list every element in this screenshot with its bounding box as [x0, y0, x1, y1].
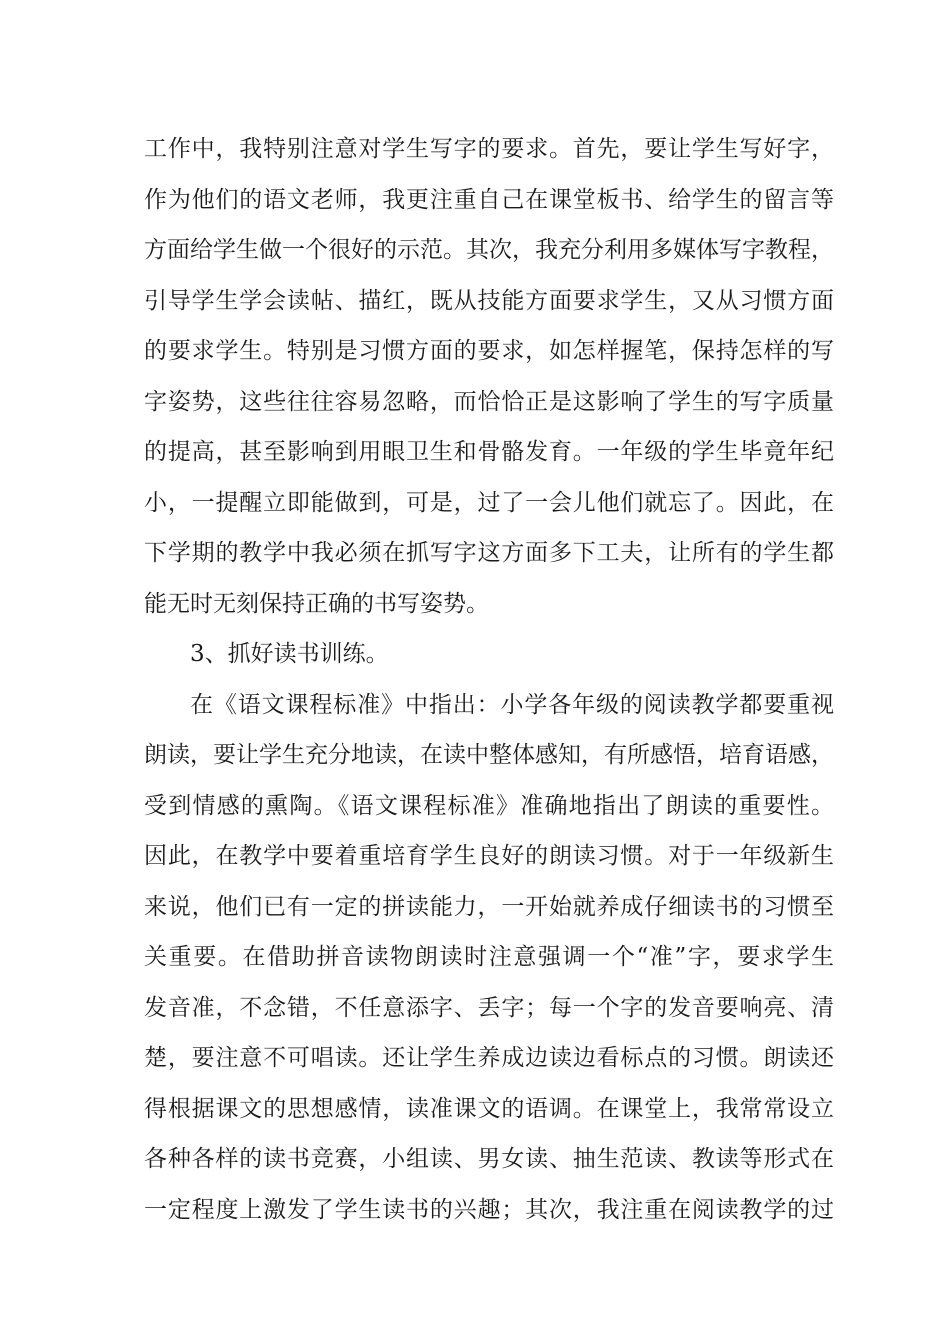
text-line: 引导学生学会读帖、描红，既从技能方面要求学生，又从习惯方面: [144, 287, 834, 314]
text-line: 工作中，我特别注意对学生写字的要求。首先，要让学生写好字，: [144, 136, 834, 162]
text-line: 楚，要注意不可唱读。还让学生养成边读边看标点的习惯。朗读还: [144, 1045, 834, 1071]
text-line: 受到情感的熏陶。《语文课程标准》准确地指出了朗读的重要性。: [144, 792, 834, 819]
text-line: 得根据课文的思想感情，读准课文的语调。在课堂上，我常常设立: [144, 1095, 834, 1122]
text-line: 下学期的教学中我必须在抓写字这方面多下工夫，让所有的学生都: [144, 540, 834, 566]
text-line: 朗读，要让学生充分地读，在读中整体感知，有所感悟，培育语感，: [144, 742, 834, 768]
text-line: 小，一提醒立即能做到，可是，过了一会儿他们就忘了。因此，在: [144, 489, 834, 516]
text-line: 关重要。在借助拼音读物朗读时注意强调一个“准”字，要求学生: [144, 944, 834, 970]
text-line: 各种各样的读书竞赛，小组读、男女读、抽生范读、教读等形式在: [144, 1146, 834, 1172]
text-line: 来说，他们已有一定的拼读能力，一开始就养成仔细读书的习惯至: [144, 893, 834, 920]
text-line: 字姿势，这些往往容易忽略，而恰恰正是这影响了学生的写字质量: [144, 388, 834, 415]
section-heading: 3、抓好读书训练。: [190, 641, 389, 667]
text-line: 能无时无刻保持正确的书写姿势。: [144, 590, 489, 617]
text-line: 方面给学生做一个很好的示范。其次，我充分利用多媒体写字教程，: [144, 237, 834, 263]
text-line: 在《语文课程标准》中指出：小学各年级的阅读教学都要重视: [190, 691, 834, 718]
text-line: 的提高，甚至影响到用眼卫生和骨骼发育。一年级的学生毕竟年纪: [144, 439, 834, 465]
text-line: 的要求学生。特别是习惯方面的要求，如怎样握笔，保持怎样的写: [144, 338, 834, 364]
text-line: 作为他们的语文老师，我更注重自己在课堂板书、给学生的留言等: [144, 186, 834, 213]
text-line: 因此，在教学中要着重培育学生良好的朗读习惯。对于一年级新生: [144, 843, 834, 869]
text-line: 发音准，不念错，不任意添字、丢字；每一个字的发音要响亮、清: [144, 994, 834, 1021]
body-text: [144, 124, 834, 1235]
text-line: 一定程度上激发了学生读书的兴趣；其次，我注重在阅读教学的过: [144, 1196, 834, 1223]
